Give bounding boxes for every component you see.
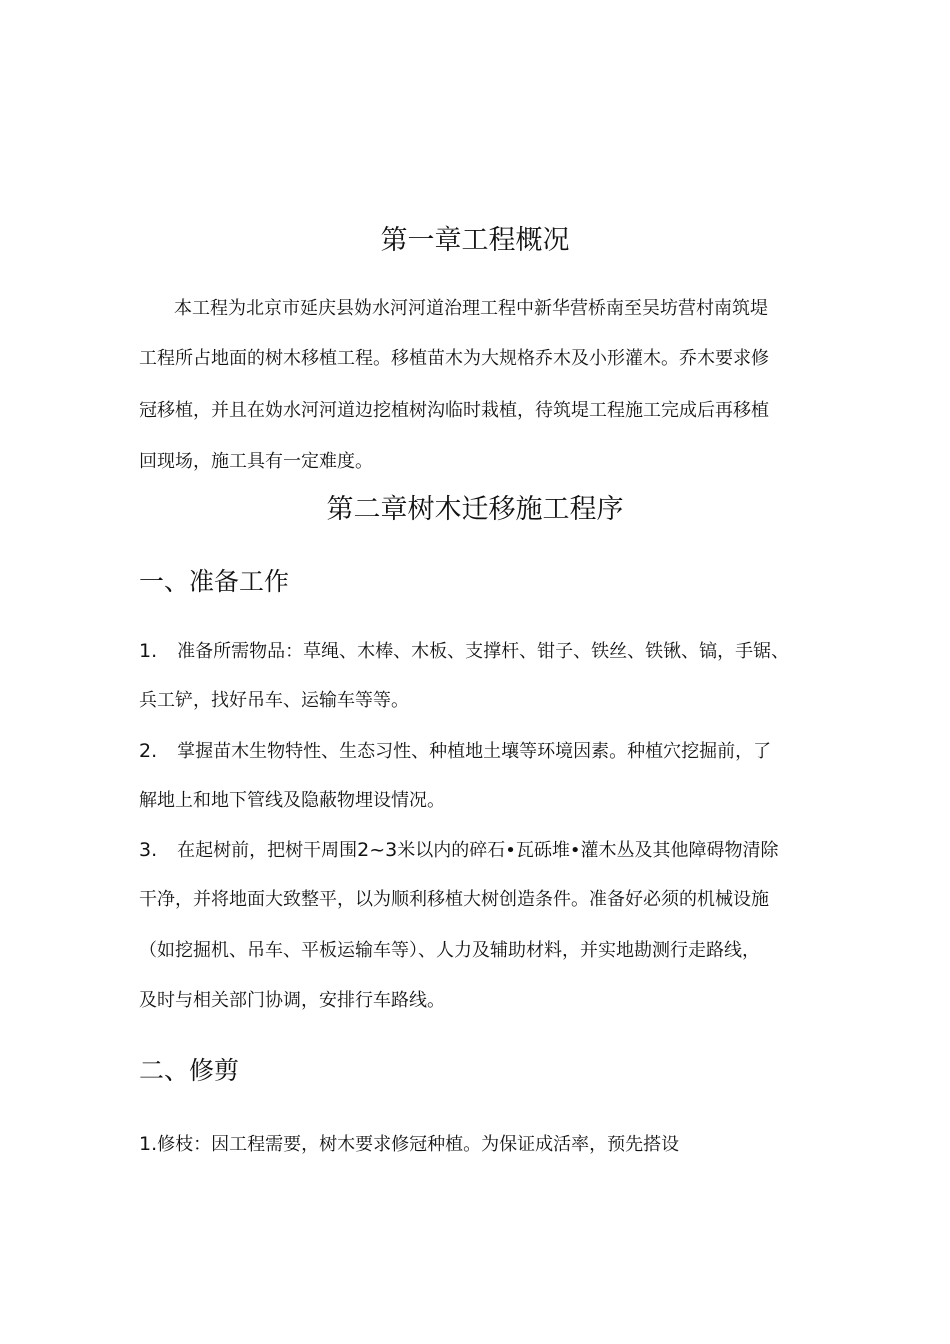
list-item-1-continuation: 兵工铲，找好吊车、运输车等等。	[139, 690, 409, 711]
list-item-text: 掌握苗木生物特性、生态习性、种植地土壤等环境因素。种植穴挖掘前，了	[177, 741, 772, 762]
paragraph-line: 工程所占地面的树木移植工程。移植苗木为大规格乔木及小形灌木。乔木要求修	[139, 348, 769, 369]
section-2-item-1	[139, 1132, 679, 1157]
list-item-text: 米以内的碎石•瓦砾堆•灌木丛及其他障碍物清除	[397, 840, 779, 861]
list-item-text: 修枝：因工程需要，树木要求修冠种植。为保证成活率，预先搭设	[157, 1134, 680, 1155]
list-item-3-continuation: （如挖掘机、吊车、平板运输车等）、人力及辅助材料，并实地勘测行走路线，	[139, 940, 760, 961]
distance-range: 2~3	[357, 839, 398, 861]
section-1-heading: 一、准备工作	[139, 567, 290, 596]
list-item-2	[139, 739, 771, 764]
list-item-text: 准备所需物品：草绳、木棒、木板、支撑杆、钳子、铁丝、铁锹、镐，手锯、	[177, 641, 790, 662]
paragraph-line: 本工程为北京市延庆县妫水河河道治理工程中新华营桥南至吴坊营村南筑堤	[174, 298, 768, 319]
list-item-3	[139, 838, 778, 863]
list-item-2-continuation: 解地上和地下管线及隐蔽物埋设情况。	[139, 790, 445, 811]
list-item-3-continuation: 及时与相关部门协调，安排行车路线。	[139, 990, 445, 1011]
paragraph-line: 冠移植，并且在妫水河河道边挖植树沟临时栽植，待筑堤工程施工完成后再移植	[139, 400, 769, 421]
list-item-1	[139, 639, 789, 664]
list-item-number: 1.	[139, 640, 158, 662]
chapter-2-title: 第二章树木迁移施工程序	[326, 494, 624, 525]
paragraph-line: 回现场，施工具有一定难度。	[139, 451, 373, 472]
list-item-number: 3.	[139, 839, 158, 861]
list-item-number: 1.	[139, 1133, 158, 1155]
chapter-1-title: 第一章工程概况	[380, 225, 570, 256]
section-2-heading: 二、修剪	[139, 1056, 240, 1085]
list-item-text: 在起树前，把树干周围	[177, 840, 358, 861]
list-item-3-continuation: 干净，并将地面大致整平，以为顺利移植大树创造条件。准备好必须的机械设施	[139, 889, 769, 910]
list-item-number: 2.	[139, 740, 158, 762]
